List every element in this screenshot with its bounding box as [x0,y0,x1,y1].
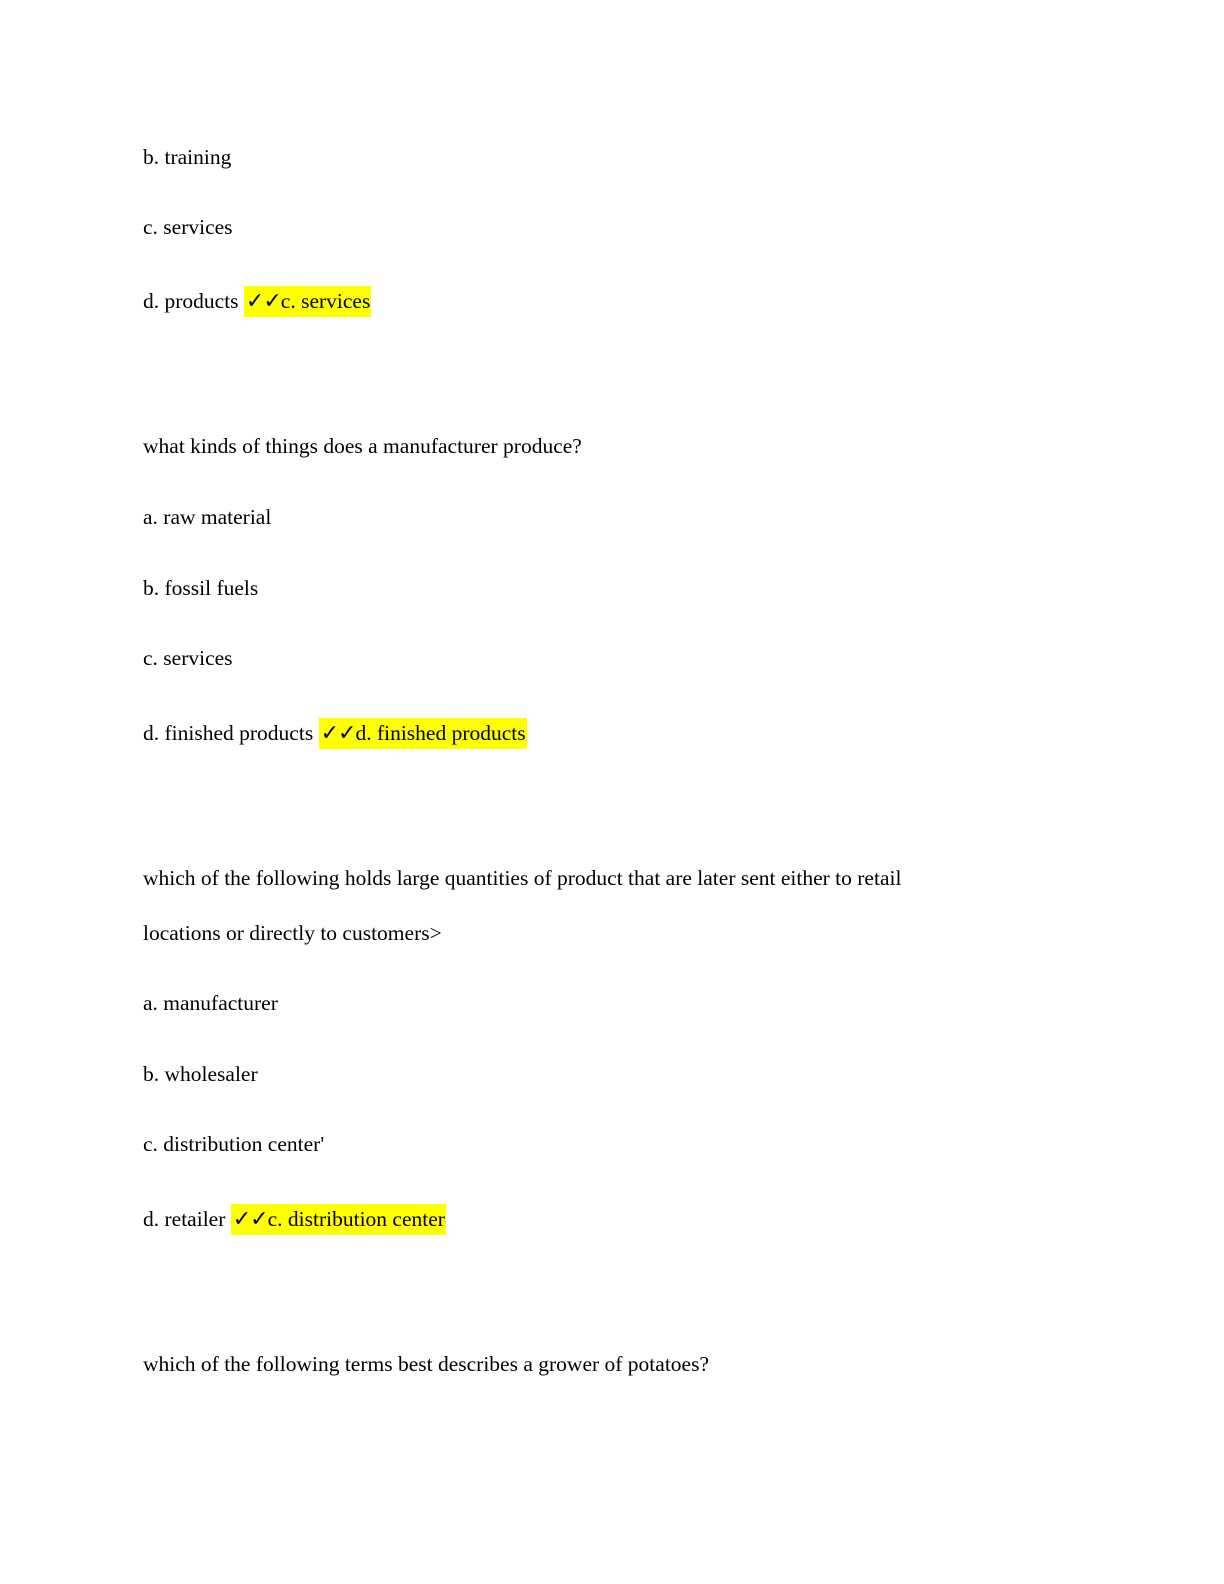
question-text: what kinds of things does a manufacturer produce? [143,434,582,458]
option-text: d. retailer [143,1207,231,1231]
option-line: b. training [143,145,232,169]
option-line: c. services [143,646,233,670]
option-line: b. fossil fuels [143,576,259,600]
option-text: d. finished products [143,721,319,745]
double-check-icon: ✓✓ [245,289,281,314]
option-line: c. services [143,215,233,239]
answer-line [143,719,527,748]
answer-highlight [319,718,527,749]
option-line: b. wholesaler [143,1062,258,1086]
double-check-icon: ✓✓ [320,721,356,746]
answer-text: c. services [280,289,371,313]
option-line: c. distribution center' [143,1132,325,1156]
answer-line [143,287,371,316]
answer-text: d. finished products [355,721,526,745]
option-line: a. raw material [143,505,272,529]
answer-text: c. distribution center [267,1207,445,1231]
option-text: d. products [143,289,244,313]
double-check-icon: ✓✓ [232,1207,268,1232]
answer-highlight [244,286,371,317]
question-text: which of the following terms best describes a grower of potatoes? [143,1352,710,1376]
question-text: which of the following holds large quantities of product that are later sent either to retail [143,866,902,890]
question-text-continued: locations or directly to customers> [143,921,442,945]
answer-line [143,1205,446,1234]
answer-highlight [231,1204,446,1235]
option-line: a. manufacturer [143,991,278,1015]
